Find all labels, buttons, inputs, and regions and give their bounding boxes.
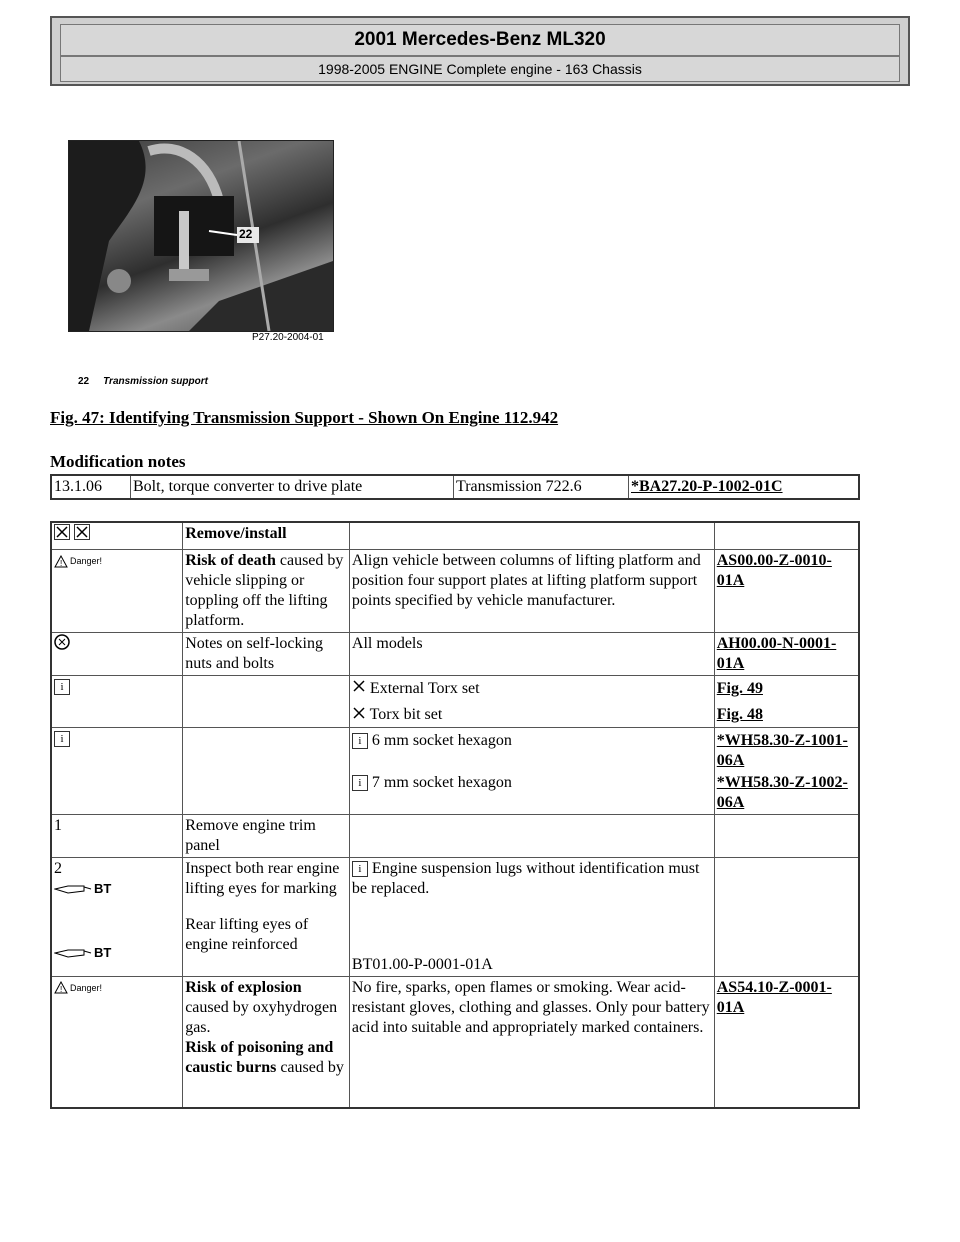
info-icon: i (54, 679, 70, 695)
table-row: 2 BT BT Inspect both rear engine lifting eyes for marking Rear lifting eyes of engine reinforced i Engine suspension lugs without identification must be replaced. BT01.00-P-0001-01A (51, 857, 859, 976)
svg-text:!: ! (60, 558, 63, 568)
figure-link[interactable]: Fig. 48 (716, 706, 763, 723)
tool-icon (352, 706, 366, 726)
table-row: i i 6 mm socket hexagon i 7 mm socket hexagon *WH58.30-Z-1001-06A *WH58.30-Z-1002-06A (51, 727, 859, 814)
step-number: 1 (51, 814, 183, 857)
pointing-hand-icon: BT (54, 943, 180, 963)
tool-reference-link[interactable]: *WH58.30-Z-1002-06A (716, 773, 848, 811)
page-header (50, 16, 910, 86)
figure-link[interactable]: Fig. 49 (716, 680, 763, 697)
modification-notes-table (50, 474, 860, 500)
step-title: Rear lifting eyes of engine reinforced (185, 915, 309, 953)
warning-icon: ! Danger! (54, 551, 102, 571)
procedure-heading: Remove/install (183, 522, 350, 550)
figure-caption[interactable]: Fig. 47: Identifying Transmission Support - Shown On Engine 112.942 (50, 408, 559, 427)
procedure-table (50, 521, 860, 1109)
table-row (51, 522, 859, 550)
reference-link[interactable]: AS00.00-Z-0010-01A (716, 552, 832, 589)
mod-description: Bolt, torque converter to drive plate (131, 475, 454, 499)
info-icon: i (352, 733, 368, 749)
table-row: Notes on self-locking nuts and bolts All models AH00.00-N-0001-01A (51, 633, 859, 676)
reference-link[interactable]: AS54.10-Z-0001-01A (716, 978, 832, 1016)
legend-text: Transmission support (103, 376, 208, 387)
transmission-support-photo (68, 140, 334, 332)
bt-reference: BT01.00-P-0001-01A (351, 955, 493, 973)
figure-code: P27.20-2004-01 (252, 332, 324, 343)
mod-reference-link[interactable]: *BA27.20-P-1002-01C (631, 478, 783, 495)
reference-link[interactable]: AH00.00-N-0001-01A (716, 635, 837, 672)
photo-illustration (69, 141, 333, 331)
figure-legend (78, 376, 208, 387)
instruction-text: No fire, sparks, open flames or smoking. Wear acid-resistant gloves, clothing and glasses. Only pour battery acid into suitable and appropriately marked containers. (349, 976, 714, 1108)
nut-bolt-icon (54, 634, 70, 656)
note-title: Notes on self-locking nuts and bolts (183, 633, 350, 676)
table-row: ! Danger! Risk of death caused by vehicle slipping or toppling off the lifting platform. Align vehicle between columns of lifting platform and position four support plates at lifting platform support points specified by vehicle manufacturer. AS00.00-Z-0010-01A (51, 550, 859, 633)
info-icon: i (352, 775, 368, 791)
modification-notes-heading: Modification notes (50, 452, 186, 471)
callout-number: 22 (239, 227, 253, 241)
tool-reference-link[interactable]: *WH58.30-Z-1001-06A (716, 731, 848, 769)
document-title: 2001 Mercedes-Benz ML320 (60, 24, 900, 56)
warning-icon: ! Danger! (54, 978, 102, 998)
tool-icon (74, 524, 90, 546)
step-title: Inspect both rear engine lifting eyes for marking (185, 859, 340, 897)
instruction-text: Align vehicle between columns of lifting platform and position four support plates at lifting platform support points specified by vehicle manufacturer. (349, 550, 714, 633)
info-icon: i (352, 861, 368, 877)
document-subtitle: 1998-2005 ENGINE Complete engine - 163 Chassis (60, 56, 900, 82)
svg-text:!: ! (60, 985, 63, 995)
table-row (51, 814, 859, 857)
pointing-hand-icon: BT (54, 879, 180, 899)
step-number: 2 (54, 859, 62, 877)
mod-date: 13.1.06 (51, 475, 131, 499)
tool-icon (54, 524, 70, 546)
step-title: Remove engine trim panel (183, 814, 350, 857)
legend-number: 22 (78, 376, 90, 387)
tool-icon (352, 679, 366, 699)
mod-transmission: Transmission 722.6 (454, 475, 629, 499)
table-row: ! Danger! Risk of explosion caused by oxyhydrogen gas. Risk of poisoning and caustic burns caused by No fire, sparks, open flames or smoking. Wear acid-resistant gloves, clothing and glasses. Only pour battery acid into suitable and appropriately marked containers. AS54.10-Z-0001-01A (51, 976, 859, 1108)
table-row (51, 475, 859, 499)
table-row: i External Torx set Torx bit set Fig. 49 Fig. 48 (51, 676, 859, 728)
info-icon: i (54, 731, 70, 747)
